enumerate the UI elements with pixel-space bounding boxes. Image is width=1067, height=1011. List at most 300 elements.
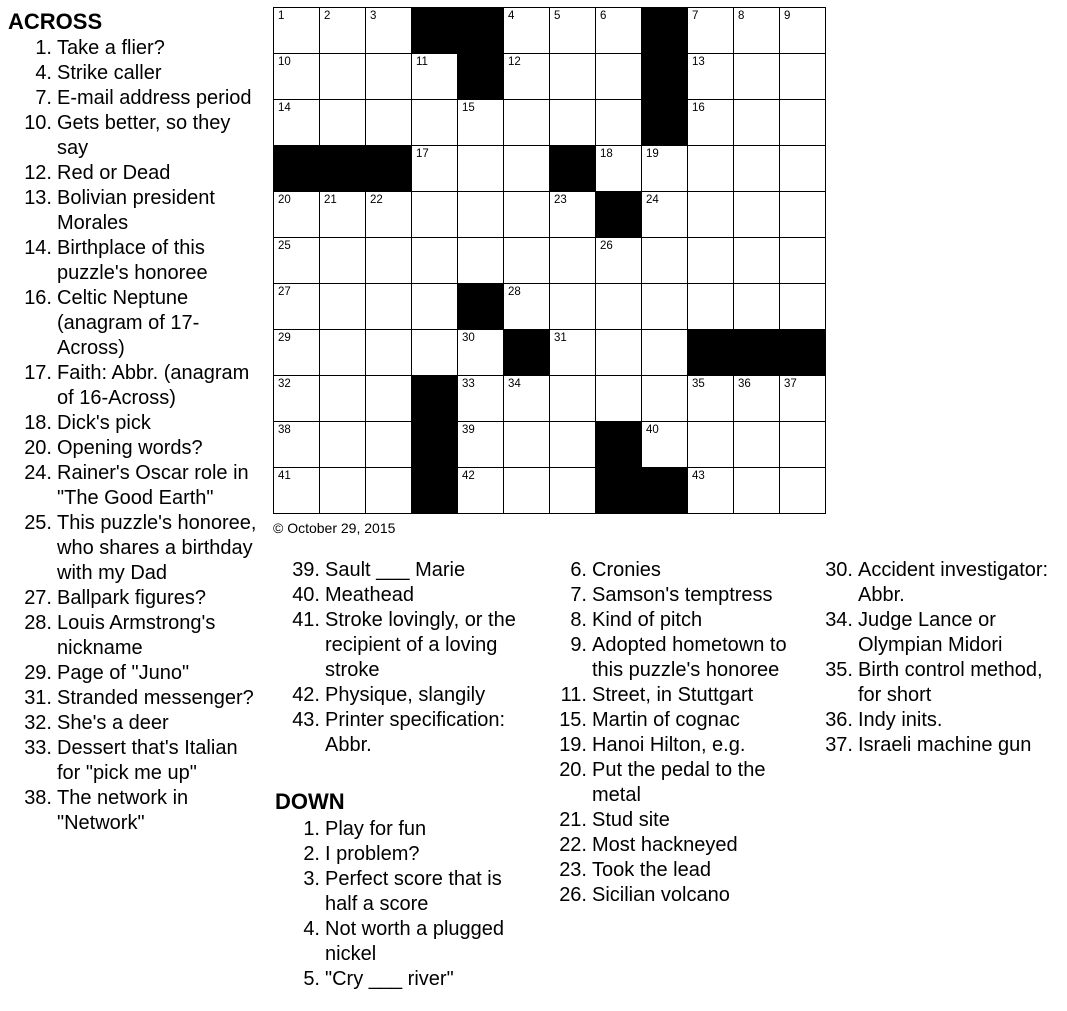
clue-item bbox=[547, 733, 807, 758]
grid-cell[interactable] bbox=[688, 284, 734, 330]
cell-number: 43 bbox=[692, 470, 705, 482]
clue-text: Stud site bbox=[592, 809, 670, 831]
clue-item bbox=[8, 111, 258, 161]
clue-item bbox=[815, 733, 1065, 758]
grid-cell[interactable] bbox=[596, 54, 642, 100]
cell-number: 23 bbox=[554, 194, 567, 206]
grid-cell[interactable] bbox=[550, 8, 596, 54]
grid-cell[interactable] bbox=[320, 330, 366, 376]
clue-text: Page of "Juno" bbox=[57, 662, 190, 684]
clue-number: 5. bbox=[303, 968, 320, 990]
clue-number: 11. bbox=[560, 684, 587, 706]
grid-cell[interactable] bbox=[412, 54, 458, 100]
clue-text: Stroke lovingly, or the recipient of a loving stroke bbox=[325, 609, 516, 681]
clue-number: 23. bbox=[559, 859, 587, 881]
clue-item bbox=[547, 883, 807, 908]
cell-number: 4 bbox=[508, 10, 515, 22]
black-square bbox=[734, 330, 780, 376]
grid-cell[interactable] bbox=[642, 146, 688, 192]
clue-text: Judge Lance or Olympian Midori bbox=[858, 609, 1003, 656]
clue-text: Dick's pick bbox=[57, 412, 151, 434]
grid-cell[interactable] bbox=[688, 54, 734, 100]
grid-cell[interactable] bbox=[780, 468, 826, 514]
grid-cell[interactable] bbox=[366, 192, 412, 238]
clue-text: Bolivian president Morales bbox=[57, 187, 215, 234]
cell-number: 13 bbox=[692, 56, 705, 68]
cell-number: 39 bbox=[462, 424, 475, 436]
grid-cell[interactable] bbox=[596, 238, 642, 284]
grid-cell[interactable] bbox=[320, 8, 366, 54]
grid-cell[interactable] bbox=[458, 376, 504, 422]
grid-cell[interactable] bbox=[274, 330, 320, 376]
clue-number: 33. bbox=[24, 737, 52, 759]
cell-number: 6 bbox=[600, 10, 607, 22]
clue-item bbox=[8, 736, 258, 786]
grid-cell[interactable] bbox=[504, 54, 550, 100]
clue-item bbox=[8, 236, 258, 286]
clue-item bbox=[547, 833, 807, 858]
grid-cell[interactable] bbox=[688, 238, 734, 284]
clue-text: Meathead bbox=[325, 584, 414, 606]
grid-cell[interactable] bbox=[734, 422, 780, 468]
grid-cell[interactable] bbox=[550, 376, 596, 422]
grid-cell[interactable] bbox=[320, 100, 366, 146]
grid-cell[interactable] bbox=[458, 100, 504, 146]
grid-cell[interactable] bbox=[550, 54, 596, 100]
clue-text: Kind of pitch bbox=[592, 609, 703, 631]
grid-cell[interactable] bbox=[366, 8, 412, 54]
grid-cell[interactable] bbox=[688, 422, 734, 468]
grid-cell[interactable] bbox=[550, 100, 596, 146]
grid-cell[interactable] bbox=[366, 468, 412, 514]
grid-cell[interactable] bbox=[734, 238, 780, 284]
grid-cell[interactable] bbox=[550, 238, 596, 284]
clue-item bbox=[547, 583, 807, 608]
clue-text: Israeli machine gun bbox=[858, 734, 1032, 756]
clue-number: 42. bbox=[292, 684, 320, 706]
grid-cell[interactable] bbox=[320, 238, 366, 284]
clue-text: E-mail address period bbox=[57, 87, 252, 109]
grid-cell[interactable] bbox=[412, 146, 458, 192]
grid-cell[interactable] bbox=[780, 54, 826, 100]
clue-number: 20. bbox=[559, 759, 587, 781]
grid-cell[interactable] bbox=[366, 284, 412, 330]
grid-cell[interactable] bbox=[550, 422, 596, 468]
clue-item bbox=[8, 611, 258, 661]
black-square bbox=[458, 54, 504, 100]
down-clues-list-continued bbox=[547, 558, 807, 908]
grid-cell[interactable] bbox=[412, 284, 458, 330]
black-square bbox=[596, 422, 642, 468]
grid-cell[interactable] bbox=[688, 8, 734, 54]
clue-number: 13. bbox=[24, 187, 52, 209]
clue-number: 27. bbox=[24, 587, 52, 609]
clue-text: Most hackneyed bbox=[592, 834, 738, 856]
clue-text: Took the lead bbox=[592, 859, 711, 881]
grid-cell[interactable] bbox=[596, 100, 642, 146]
clue-text: Hanoi Hilton, e.g. bbox=[592, 734, 746, 756]
grid-cell[interactable] bbox=[780, 8, 826, 54]
cell-number: 8 bbox=[738, 10, 745, 22]
grid-cell[interactable] bbox=[274, 468, 320, 514]
cell-number: 40 bbox=[646, 424, 659, 436]
clue-text: "Cry ___ river" bbox=[325, 968, 454, 990]
grid-cell[interactable] bbox=[320, 54, 366, 100]
black-square bbox=[412, 376, 458, 422]
clue-number: 4. bbox=[35, 62, 52, 84]
clue-number: 1. bbox=[303, 818, 320, 840]
black-square bbox=[412, 468, 458, 514]
black-square bbox=[366, 146, 412, 192]
grid-cell[interactable] bbox=[412, 330, 458, 376]
cell-number: 20 bbox=[278, 194, 291, 206]
black-square bbox=[596, 192, 642, 238]
clue-number: 29. bbox=[24, 662, 52, 684]
cell-number: 36 bbox=[738, 378, 751, 390]
clue-item bbox=[8, 286, 258, 361]
grid-cell[interactable] bbox=[504, 422, 550, 468]
clue-item bbox=[275, 608, 535, 683]
grid-cell[interactable] bbox=[274, 422, 320, 468]
clue-number: 10. bbox=[24, 112, 52, 134]
clue-text: Printer specification: Abbr. bbox=[325, 709, 506, 756]
grid-cell[interactable] bbox=[274, 54, 320, 100]
cell-number: 16 bbox=[692, 102, 705, 114]
black-square bbox=[596, 468, 642, 514]
clue-number: 14. bbox=[24, 237, 52, 259]
grid-cell[interactable] bbox=[458, 146, 504, 192]
clue-text: Gets better, so they say bbox=[57, 112, 231, 159]
clue-text: Dessert that's Italian for "pick me up" bbox=[57, 737, 238, 784]
grid-cell[interactable] bbox=[504, 238, 550, 284]
cell-number: 5 bbox=[554, 10, 561, 22]
grid-cell[interactable] bbox=[366, 422, 412, 468]
grid-cell[interactable] bbox=[688, 146, 734, 192]
black-square bbox=[412, 422, 458, 468]
clue-item bbox=[8, 711, 258, 736]
grid-cell[interactable] bbox=[412, 100, 458, 146]
black-square bbox=[458, 284, 504, 330]
crossword-grid bbox=[273, 7, 826, 514]
clue-item bbox=[547, 633, 807, 683]
clue-item bbox=[815, 658, 1065, 708]
grid-cell[interactable] bbox=[780, 284, 826, 330]
grid-cell[interactable] bbox=[320, 284, 366, 330]
clue-item bbox=[8, 361, 258, 411]
clue-text: Indy inits. bbox=[858, 709, 943, 731]
clue-number: 41. bbox=[292, 609, 320, 631]
grid-cell[interactable] bbox=[734, 192, 780, 238]
clue-text: I problem? bbox=[325, 843, 420, 865]
clue-text: Stranded messenger? bbox=[57, 687, 254, 709]
clue-number: 25. bbox=[24, 512, 52, 534]
grid-cell[interactable] bbox=[780, 238, 826, 284]
clue-item bbox=[8, 661, 258, 686]
grid-cell[interactable] bbox=[504, 284, 550, 330]
clue-number: 32. bbox=[24, 712, 52, 734]
clue-item bbox=[275, 583, 535, 608]
clue-item bbox=[275, 917, 535, 967]
grid-cell[interactable] bbox=[274, 376, 320, 422]
black-square bbox=[458, 8, 504, 54]
cell-number: 33 bbox=[462, 378, 475, 390]
clue-number: 31. bbox=[24, 687, 52, 709]
clue-text: Birthplace of this puzzle's honoree bbox=[57, 237, 208, 284]
grid-cell[interactable] bbox=[320, 468, 366, 514]
grid-cell[interactable] bbox=[320, 422, 366, 468]
grid-cell[interactable] bbox=[780, 376, 826, 422]
grid-cell[interactable] bbox=[412, 238, 458, 284]
grid-cell[interactable] bbox=[688, 376, 734, 422]
clue-item bbox=[547, 683, 807, 708]
clue-item bbox=[275, 867, 535, 917]
grid-cell[interactable] bbox=[734, 8, 780, 54]
clue-item bbox=[8, 586, 258, 611]
grid-cell[interactable] bbox=[780, 146, 826, 192]
grid-cell[interactable] bbox=[550, 330, 596, 376]
cell-number: 26 bbox=[600, 240, 613, 252]
black-square bbox=[688, 330, 734, 376]
clue-text: Cronies bbox=[592, 559, 661, 581]
grid-cell[interactable] bbox=[596, 8, 642, 54]
grid-cell[interactable] bbox=[366, 100, 412, 146]
clue-item bbox=[815, 558, 1065, 608]
clue-item bbox=[275, 683, 535, 708]
grid-cell[interactable] bbox=[274, 100, 320, 146]
cell-number: 35 bbox=[692, 378, 705, 390]
clue-item bbox=[547, 758, 807, 808]
grid-cell[interactable] bbox=[688, 468, 734, 514]
clue-number: 16. bbox=[24, 287, 52, 309]
clue-text: Martin of cognac bbox=[592, 709, 740, 731]
clue-item bbox=[8, 86, 258, 111]
grid-cell[interactable] bbox=[550, 192, 596, 238]
clue-item bbox=[8, 411, 258, 436]
cell-number: 7 bbox=[692, 10, 699, 22]
grid-cell[interactable] bbox=[734, 54, 780, 100]
clue-number: 2. bbox=[303, 843, 320, 865]
grid-cell[interactable] bbox=[274, 284, 320, 330]
clue-number: 38. bbox=[24, 787, 52, 809]
grid-cell[interactable] bbox=[642, 238, 688, 284]
clue-text: Louis Armstrong's nickname bbox=[57, 612, 216, 659]
clue-text: Adopted hometown to this puzzle's honoree bbox=[592, 634, 787, 681]
clue-item bbox=[275, 817, 535, 842]
clue-number: 36. bbox=[825, 709, 853, 731]
grid-cell[interactable] bbox=[734, 146, 780, 192]
clue-text: Samson's temptress bbox=[592, 584, 773, 606]
cell-number: 1 bbox=[278, 10, 285, 22]
clue-number: 43. bbox=[292, 709, 320, 731]
cell-number: 37 bbox=[784, 378, 797, 390]
grid-cell[interactable] bbox=[596, 376, 642, 422]
grid-cell[interactable] bbox=[320, 376, 366, 422]
clue-text: Play for fun bbox=[325, 818, 427, 840]
clue-item bbox=[8, 61, 258, 86]
clue-number: 20. bbox=[24, 437, 52, 459]
clue-item bbox=[8, 461, 258, 511]
clue-number: 12. bbox=[24, 162, 52, 184]
cell-number: 12 bbox=[508, 56, 521, 68]
cell-number: 24 bbox=[646, 194, 659, 206]
grid-cell[interactable] bbox=[366, 376, 412, 422]
cell-number: 41 bbox=[278, 470, 291, 482]
clue-item bbox=[8, 36, 258, 61]
grid-cell[interactable] bbox=[550, 284, 596, 330]
grid-cell[interactable] bbox=[642, 376, 688, 422]
clue-number: 8. bbox=[570, 609, 587, 631]
grid-cell[interactable] bbox=[504, 468, 550, 514]
grid-cell[interactable] bbox=[734, 468, 780, 514]
clue-number: 37. bbox=[825, 734, 853, 756]
across-clues-list-continued bbox=[275, 558, 535, 758]
across-heading: ACROSS bbox=[8, 9, 103, 34]
cell-number: 17 bbox=[416, 148, 429, 160]
cell-number: 30 bbox=[462, 332, 475, 344]
clue-text: The network in "Network" bbox=[57, 787, 189, 834]
clue-text: Sault ___ Marie bbox=[325, 559, 466, 581]
across-clues-list bbox=[8, 36, 258, 836]
clue-number: 7. bbox=[35, 87, 52, 109]
black-square bbox=[320, 146, 366, 192]
grid-cell[interactable] bbox=[642, 192, 688, 238]
cell-number: 19 bbox=[646, 148, 659, 160]
grid-cell[interactable] bbox=[642, 330, 688, 376]
grid-cell[interactable] bbox=[688, 192, 734, 238]
clue-text: Perfect score that is half a score bbox=[325, 868, 502, 915]
black-square bbox=[412, 8, 458, 54]
cell-number: 21 bbox=[324, 194, 337, 206]
clue-number: 7. bbox=[570, 584, 587, 606]
grid-cell[interactable] bbox=[274, 8, 320, 54]
grid-cell[interactable] bbox=[412, 192, 458, 238]
clue-text: Physique, slangily bbox=[325, 684, 486, 706]
clue-text: Put the pedal to the metal bbox=[592, 759, 766, 806]
grid-cell[interactable] bbox=[366, 330, 412, 376]
clue-number: 22. bbox=[559, 834, 587, 856]
grid-cell[interactable] bbox=[734, 100, 780, 146]
cell-number: 42 bbox=[462, 470, 475, 482]
clue-text: Faith: Abbr. (anagram of 16-Across) bbox=[57, 362, 250, 409]
cell-number: 9 bbox=[784, 10, 791, 22]
grid-cell[interactable] bbox=[596, 284, 642, 330]
clue-number: 18. bbox=[24, 412, 52, 434]
cell-number: 14 bbox=[278, 102, 291, 114]
cell-number: 22 bbox=[370, 194, 383, 206]
cell-number: 2 bbox=[324, 10, 331, 22]
grid-cell[interactable] bbox=[274, 238, 320, 284]
grid-cell[interactable] bbox=[274, 192, 320, 238]
cell-number: 11 bbox=[416, 56, 428, 68]
grid-cell[interactable] bbox=[642, 422, 688, 468]
grid-cell[interactable] bbox=[734, 284, 780, 330]
clue-text: This puzzle's honoree, who shares a birthday with my Dad bbox=[57, 512, 257, 584]
grid-cell[interactable] bbox=[458, 422, 504, 468]
clue-number: 17. bbox=[24, 362, 52, 384]
clue-text: Street, in Stuttgart bbox=[592, 684, 754, 706]
clue-text: Accident investigator: Abbr. bbox=[858, 559, 1049, 606]
clue-text: Celtic Neptune (anagram of 17-Across) bbox=[57, 287, 200, 359]
grid-cell[interactable] bbox=[780, 192, 826, 238]
clue-text: Red or Dead bbox=[57, 162, 171, 184]
clue-text: Rainer's Oscar role in "The Good Earth" bbox=[57, 462, 249, 509]
black-square bbox=[274, 146, 320, 192]
clue-number: 28. bbox=[24, 612, 52, 634]
clue-text: Ballpark figures? bbox=[57, 587, 206, 609]
grid-cell[interactable] bbox=[504, 192, 550, 238]
black-square bbox=[642, 100, 688, 146]
clue-item bbox=[547, 858, 807, 883]
clue-item bbox=[815, 708, 1065, 733]
grid-cell[interactable] bbox=[550, 468, 596, 514]
grid-cell[interactable] bbox=[458, 192, 504, 238]
clue-number: 3. bbox=[303, 868, 320, 890]
clue-text: Sicilian volcano bbox=[592, 884, 730, 906]
grid-cell[interactable] bbox=[734, 376, 780, 422]
clue-item bbox=[275, 967, 535, 992]
clue-number: 40. bbox=[292, 584, 320, 606]
cell-number: 34 bbox=[508, 378, 521, 390]
clue-item bbox=[547, 608, 807, 633]
grid-cell[interactable] bbox=[366, 54, 412, 100]
cell-number: 32 bbox=[278, 378, 291, 390]
grid-cell[interactable] bbox=[780, 422, 826, 468]
grid-cell[interactable] bbox=[366, 238, 412, 284]
clue-number: 9. bbox=[570, 634, 587, 656]
grid-cell[interactable] bbox=[504, 146, 550, 192]
clue-number: 35. bbox=[825, 659, 853, 681]
clue-item bbox=[8, 161, 258, 186]
grid-cell[interactable] bbox=[458, 330, 504, 376]
clue-item bbox=[8, 786, 258, 836]
cell-number: 15 bbox=[462, 102, 475, 114]
clue-item bbox=[8, 186, 258, 236]
grid-cell[interactable] bbox=[688, 100, 734, 146]
clue-number: 1. bbox=[35, 37, 52, 59]
grid-cell[interactable] bbox=[320, 192, 366, 238]
black-square bbox=[642, 468, 688, 514]
cell-number: 28 bbox=[508, 286, 521, 298]
black-square bbox=[550, 146, 596, 192]
clue-number: 34. bbox=[825, 609, 853, 631]
clue-item bbox=[8, 436, 258, 461]
clue-item bbox=[8, 686, 258, 711]
clue-text: Strike caller bbox=[57, 62, 162, 84]
down-clues-list-continued-2 bbox=[815, 558, 1065, 758]
clue-text: Not worth a plugged nickel bbox=[325, 918, 505, 965]
grid-cell[interactable] bbox=[458, 468, 504, 514]
black-square bbox=[504, 330, 550, 376]
down-clues-list bbox=[275, 817, 535, 992]
grid-cell[interactable] bbox=[642, 284, 688, 330]
grid-cell[interactable] bbox=[458, 238, 504, 284]
grid-cell[interactable] bbox=[780, 100, 826, 146]
cell-number: 31 bbox=[554, 332, 567, 344]
copyright-date: © October 29, 2015 bbox=[273, 520, 396, 536]
grid-cell[interactable] bbox=[504, 8, 550, 54]
grid-cell[interactable] bbox=[504, 100, 550, 146]
clue-text: She's a deer bbox=[57, 712, 169, 734]
grid-cell[interactable] bbox=[596, 146, 642, 192]
clue-number: 15. bbox=[559, 709, 587, 731]
clue-text: Birth control method, for short bbox=[858, 659, 1043, 706]
down-heading: DOWN bbox=[275, 789, 345, 814]
grid-cell[interactable] bbox=[596, 330, 642, 376]
clue-number: 19. bbox=[559, 734, 587, 756]
clue-number: 26. bbox=[559, 884, 587, 906]
grid-cell[interactable] bbox=[504, 376, 550, 422]
clue-number: 39. bbox=[292, 559, 320, 581]
